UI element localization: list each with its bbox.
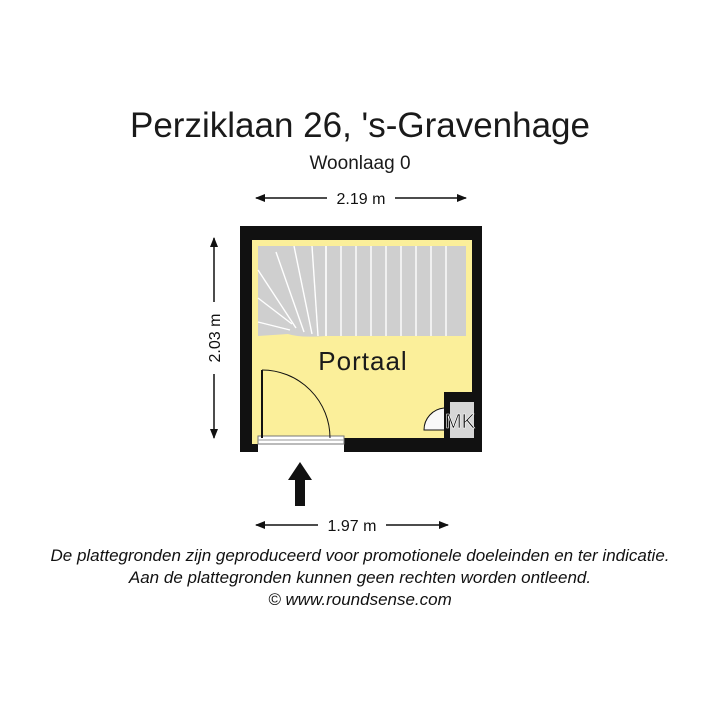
disclaimer-line-1: De plattegronden zijn geproduceerd voor promotionele doeleinden en ter indicatie. [50, 546, 670, 565]
top-dimension-label: 2.19 m [336, 191, 386, 208]
room-label-portaal: Portaal [318, 346, 408, 376]
floor-level-label: Woonlaag 0 [309, 153, 411, 174]
plan-title: Perziklaan 26, 's-Gravenhage [130, 106, 590, 145]
bottom-dimension-label: 1.97 m [327, 518, 377, 535]
left-dimension-label: 2.03 m [207, 313, 224, 363]
entrance-arrow-icon [288, 462, 312, 506]
bottom-dimension [256, 518, 448, 535]
meter-cupboard-label: MK [445, 411, 475, 433]
disclaimer-line-2: Aan de plattegronden kunnen geen rechten worden ontleend. [128, 568, 592, 587]
left-dimension [207, 238, 224, 438]
staircase [258, 246, 466, 337]
top-dimension [256, 191, 466, 208]
disclaimer [0, 545, 720, 611]
copyright-line: © www.roundsense.com [268, 590, 452, 609]
